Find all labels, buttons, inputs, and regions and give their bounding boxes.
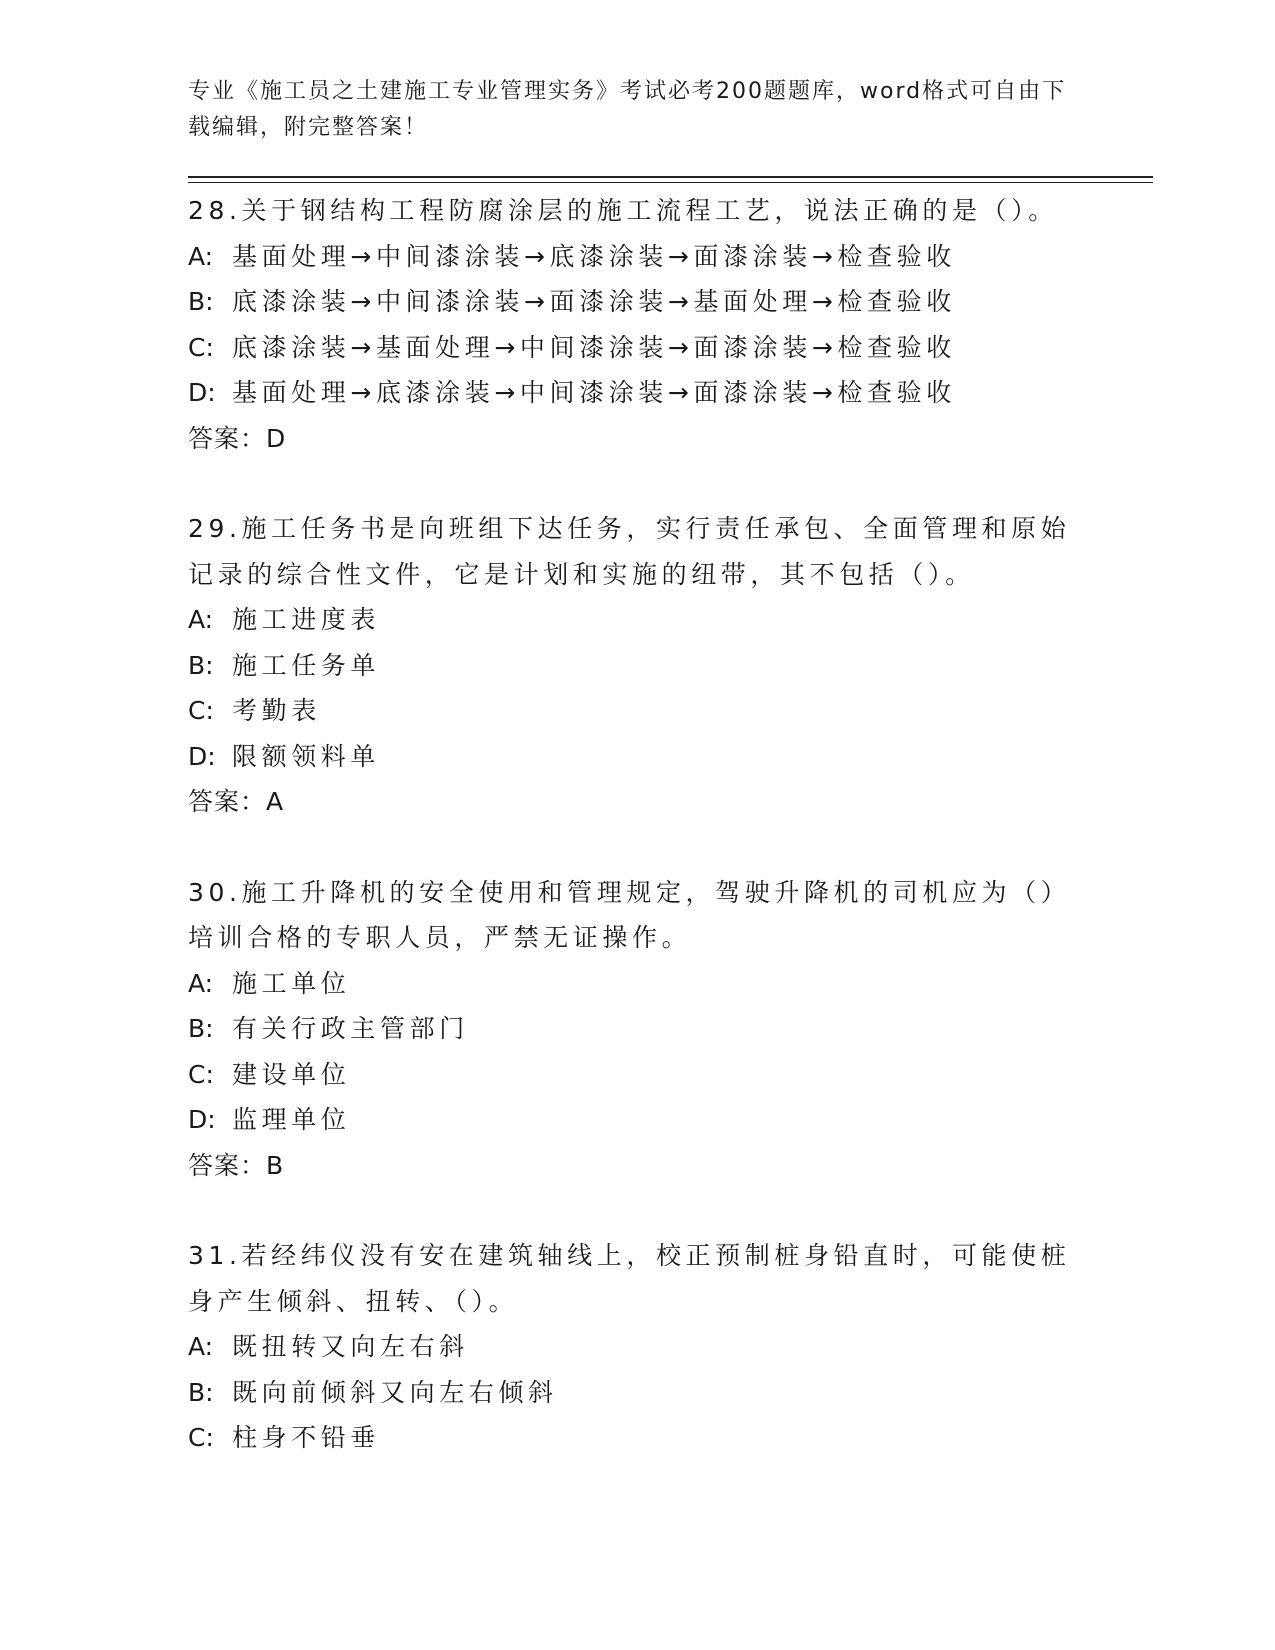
answer-line: 答案：D xyxy=(188,423,287,453)
header-divider xyxy=(188,176,1153,178)
option-d xyxy=(188,734,1088,780)
option-text: 施工任务单 xyxy=(232,650,381,680)
option-letter: B: xyxy=(188,287,214,316)
document-header: 专业《施工员之土建施工专业管理实务》考试必考200题题库，word格式可自由下载编辑，附完整答案！ xyxy=(188,79,1067,140)
option-d xyxy=(188,1097,1088,1143)
option-letter: A: xyxy=(188,1332,214,1361)
option-text: 既扭转又向左右斜 xyxy=(232,1332,469,1361)
option-d xyxy=(188,370,1088,416)
question-29 xyxy=(188,506,1088,825)
option-text: 限额领料单 xyxy=(232,741,381,771)
question-stem: 29.施工任务书是向班组下达任务，实行责任承包、全面管理和原始记录的综合性文件，它是计划和实施的纽带，其不包括（）。 xyxy=(188,514,1071,589)
option-letter: D: xyxy=(188,741,216,771)
option-letter: A: xyxy=(188,605,214,634)
question-stem: 30.施工升降机的安全使用和管理规定，驾驶升降机的司机应为（）培训合格的专职人员，严禁无证操作。 xyxy=(188,877,1071,952)
option-letter: A: xyxy=(188,968,214,998)
option-b xyxy=(188,643,1088,689)
option-a xyxy=(188,234,1088,280)
option-b xyxy=(188,279,1088,325)
option-c xyxy=(188,1052,1088,1098)
header-divider-thin xyxy=(188,182,1153,183)
option-letter: B: xyxy=(188,650,214,680)
option-a xyxy=(188,1324,1088,1370)
option-letter: C: xyxy=(188,1059,214,1089)
option-text: 考勤表 xyxy=(232,696,321,725)
option-c xyxy=(188,1415,1088,1461)
question-30 xyxy=(188,870,1088,1189)
option-letter: B: xyxy=(188,1377,214,1407)
option-c xyxy=(188,688,1088,734)
question-31 xyxy=(188,1233,1088,1461)
option-letter: A: xyxy=(188,241,214,271)
option-b xyxy=(188,1006,1088,1052)
option-letter: D: xyxy=(188,378,216,407)
option-text: 建设单位 xyxy=(232,1059,351,1089)
option-text: 施工单位 xyxy=(232,968,351,998)
question-stem: 28.关于钢结构工程防腐涂层的施工流程工艺，说法正确的是（）。 xyxy=(188,196,1058,225)
option-text: 底漆涂装→基面处理→中间漆涂装→面漆涂装→检查验收 xyxy=(232,332,956,362)
option-text: 监理单位 xyxy=(232,1105,351,1134)
option-a xyxy=(188,597,1088,643)
option-letter: B: xyxy=(188,1014,214,1043)
option-a xyxy=(188,961,1088,1007)
question-28 xyxy=(188,188,1088,461)
option-letter: D: xyxy=(188,1105,216,1134)
question-stem: 31.若经纬仪没有安在建筑轴线上，校正预制桩身铅直时，可能使桩身产生倾斜、扭转、（）。 xyxy=(188,1241,1071,1316)
option-text: 底漆涂装→中间漆涂装→面漆涂装→基面处理→检查验收 xyxy=(232,287,956,316)
option-c xyxy=(188,325,1088,371)
option-text: 既向前倾斜又向左右倾斜 xyxy=(232,1377,558,1407)
option-text: 有关行政主管部门 xyxy=(232,1014,469,1043)
answer-line: 答案：B xyxy=(188,1150,285,1180)
option-text: 基面处理→中间漆涂装→底漆涂装→面漆涂装→检查验收 xyxy=(232,241,956,271)
option-letter: C: xyxy=(188,332,214,362)
option-letter: C: xyxy=(188,696,214,725)
option-text: 柱身不铅垂 xyxy=(232,1423,381,1452)
question-list xyxy=(188,188,1088,1461)
option-letter: C: xyxy=(188,1423,214,1452)
option-text: 基面处理→底漆涂装→中间漆涂装→面漆涂装→检查验收 xyxy=(232,378,956,407)
answer-line: 答案：A xyxy=(188,787,285,816)
option-b xyxy=(188,1370,1088,1416)
option-text: 施工进度表 xyxy=(232,605,381,634)
